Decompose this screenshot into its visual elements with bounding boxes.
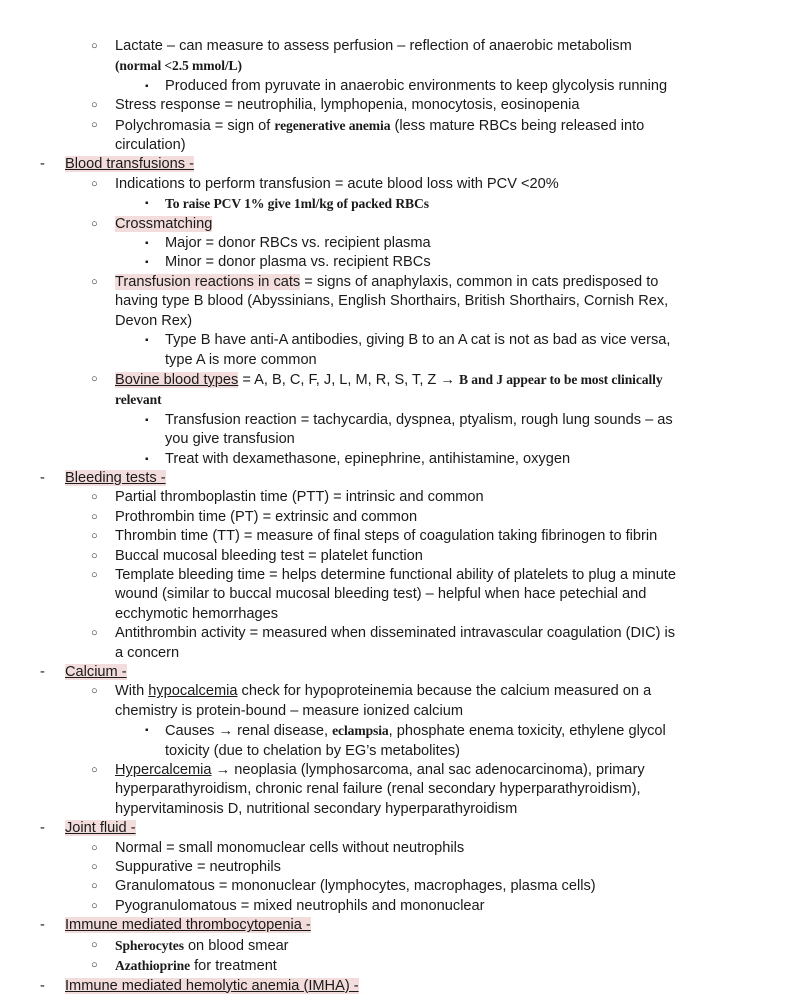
item-text: Suppurative = neutrophils	[115, 859, 281, 876]
item-text: check for hypoproteinemia because the calcium measured on a chemistry is protein-bound – measure ionized calcium	[115, 683, 652, 719]
dash-bullet-icon: -	[40, 469, 45, 486]
section-heading-item	[0, 916, 794, 935]
item-text: With	[115, 683, 149, 700]
list-item	[0, 547, 794, 566]
sub-list-item	[0, 721, 794, 761]
list-item	[0, 527, 794, 546]
item-text: Pyogranulomatous = mixed neutrophils and mononuclear	[115, 897, 485, 914]
circle-bullet-icon: ○	[91, 530, 98, 543]
list-item	[0, 566, 794, 624]
sub-list-item	[0, 331, 794, 370]
sub-list-item	[0, 234, 794, 253]
circle-bullet-icon: ○	[91, 685, 98, 698]
circle-bullet-icon: ○	[91, 899, 98, 912]
square-bullet-icon: ▪	[145, 725, 149, 737]
item-text: Produced from pyruvate in anaerobic environments to keep glycolysis running	[165, 77, 668, 94]
bold-text: Azathioprine	[115, 958, 191, 974]
item-text: Minor = donor plasma vs. recipient RBCs	[165, 254, 431, 271]
square-bullet-icon: ▪	[145, 80, 149, 92]
list-item	[0, 508, 794, 527]
section-heading-item	[0, 819, 794, 838]
list-item	[0, 96, 794, 115]
section-heading-item	[0, 977, 794, 996]
bold-text: Spherocytes	[115, 937, 184, 953]
list-item	[0, 488, 794, 507]
square-bullet-icon: ▪	[145, 238, 149, 250]
dash-bullet-icon: -	[40, 820, 45, 837]
highlighted-text: Bovine blood types	[115, 371, 239, 388]
circle-bullet-icon: ○	[91, 372, 98, 385]
item-text: Treat with dexamethasone, epinephrine, antihistamine, oxygen	[165, 450, 571, 467]
dash-bullet-icon: -	[40, 917, 45, 934]
dash-bullet-icon: -	[40, 156, 45, 173]
circle-bullet-icon: ○	[91, 99, 98, 112]
item-text: (less mature RBCs being released into circulation)	[115, 117, 645, 154]
circle-bullet-icon: ○	[91, 568, 98, 581]
list-item	[0, 956, 794, 976]
section-heading-item	[0, 155, 794, 174]
item-text: Thrombin time (TT) = measure of final steps of coagulation taking fibrinogen to fibrin	[115, 528, 658, 545]
list-item	[0, 761, 794, 819]
list-item	[0, 215, 794, 234]
circle-bullet-icon: ○	[91, 40, 98, 52]
item-text: Stress response = neutrophilia, lymphopenia, monocytosis, eosinopenia	[115, 97, 580, 114]
circle-bullet-icon: ○	[91, 275, 98, 288]
highlighted-text: Bleeding tests -	[65, 469, 166, 486]
item-text: Antithrombin activity = measured when disseminated intravascular coagulation (DIC) is a concern	[115, 625, 676, 661]
highlighted-text: Calcium -	[65, 664, 127, 680]
list-item	[0, 897, 794, 916]
sub-list-item	[0, 253, 794, 272]
dash-bullet-icon: -	[40, 664, 45, 680]
circle-bullet-icon: ○	[91, 217, 98, 230]
item-text: for treatment	[190, 958, 277, 975]
sub-list-item	[0, 77, 794, 96]
item-text: Granulomatous = mononuclear (lymphocytes, macrophages, plasma cells)	[115, 878, 596, 895]
item-text: Causes → renal disease,	[165, 723, 333, 740]
square-bullet-icon: ▪	[145, 414, 149, 426]
bold-text: eclampsia	[332, 723, 389, 739]
square-bullet-icon: ▪	[145, 257, 149, 269]
circle-bullet-icon: ○	[91, 841, 98, 854]
item-text: Polychromasia = sign of	[115, 117, 275, 134]
highlighted-text: Crossmatching	[115, 215, 213, 232]
item-text: Lactate – can measure to assess perfusion – reflection of anaerobic metabolism	[115, 38, 632, 54]
circle-bullet-icon: ○	[91, 938, 98, 951]
circle-bullet-icon: ○	[91, 764, 98, 777]
circle-bullet-icon: ○	[91, 861, 98, 874]
circle-bullet-icon: ○	[91, 510, 98, 523]
list-item	[0, 936, 794, 956]
square-bullet-icon: ▪	[145, 453, 149, 465]
item-text: Prothrombin time (PT) = extrinsic and common	[115, 508, 418, 525]
list-item	[0, 370, 794, 411]
item-text: = A, B, C, F, J, L, M, R, S, T, Z →	[238, 371, 460, 388]
circle-bullet-icon: ○	[91, 880, 98, 893]
item-text: = signs of anaphylaxis, common in cats predisposed to having type B blood (Abyssinians, English Shorthairs, British Shorthairs, Cornish Rex, Devon Rex)	[115, 273, 669, 329]
circle-bullet-icon: ○	[91, 118, 98, 131]
item-text: Major = donor RBCs vs. recipient plasma	[165, 235, 431, 252]
document-page	[0, 37, 794, 996]
bold-text: B and J appear to be most clinically relevant	[115, 371, 663, 408]
highlighted-text: Immune mediated thrombocytopenia -	[65, 917, 311, 934]
list-item	[0, 273, 794, 331]
circle-bullet-icon: ○	[91, 491, 98, 504]
highlighted-text: Immune mediated hemolytic anemia (IMHA) -	[65, 977, 359, 994]
highlighted-text: Joint fluid -	[65, 820, 136, 837]
section-heading-item	[0, 663, 794, 682]
list-item	[0, 839, 794, 858]
circle-bullet-icon: ○	[91, 627, 98, 640]
underlined-text: hypocalcemia	[148, 683, 238, 700]
circle-bullet-icon: ○	[91, 177, 98, 190]
item-text: on blood smear	[183, 937, 289, 954]
item-text: Indications to perform transfusion = acute blood loss with PCV <20%	[115, 175, 559, 192]
list-item	[0, 116, 794, 156]
circle-bullet-icon: ○	[91, 959, 98, 972]
square-bullet-icon: ▪	[145, 198, 149, 210]
underlined-text: Hypercalcemia	[115, 762, 212, 779]
sub-list-item	[0, 194, 794, 214]
item-text: Transfusion reaction = tachycardia, dyspnea, ptyalism, rough lung sounds – as you give transfusion	[165, 411, 673, 448]
bold-text: regenerative anemia	[274, 117, 391, 133]
section-heading-item	[0, 469, 794, 488]
item-text: Partial thromboplastin time (PTT) = intrinsic and common	[115, 489, 484, 506]
dash-bullet-icon: -	[40, 977, 45, 994]
list-item	[0, 858, 794, 877]
list-item	[0, 175, 794, 194]
square-bullet-icon: ▪	[145, 335, 149, 347]
item-text: Type B have anti-A antibodies, giving B to an A cat is not as bad as vice versa, type A is more common	[165, 332, 671, 368]
list-item	[0, 877, 794, 896]
bold-text: (normal <2.5 mmol/L)	[115, 58, 242, 74]
sub-list-item	[0, 411, 794, 450]
item-text: Normal = small monomuclear cells without neutrophils	[115, 839, 465, 856]
item-text: , phosphate enema toxicity, ethylene glycol toxicity (due to chelation by EG’s metabolites)	[165, 723, 666, 759]
bold-text: To raise PCV 1% give 1ml/kg of packed RBCs	[165, 196, 429, 212]
sub-list-item	[0, 450, 794, 469]
highlighted-text: Blood transfusions -	[65, 156, 194, 173]
list-item	[0, 37, 794, 77]
item-text: → neoplasia (lymphosarcoma, anal sac adenocarcinoma), primary hyperparathyroidism, chronic renal failure (renal secondary hyperparathyroidism), hypervitaminosis D, nutritional secondary hyperparathyroidism	[115, 762, 645, 817]
list-item	[0, 682, 794, 721]
item-text: Buccal mucosal bleeding test = platelet function	[115, 547, 423, 564]
highlighted-text: Transfusion reactions in cats	[115, 273, 301, 290]
circle-bullet-icon: ○	[91, 549, 98, 562]
item-text: Template bleeding time = helps determine functional ability of platelets to plug a minute wound (similar to buccal mucosal bleeding test) – helpful when hace petechial and ecchymotic hemorrhages	[115, 566, 676, 622]
list-item	[0, 624, 794, 663]
